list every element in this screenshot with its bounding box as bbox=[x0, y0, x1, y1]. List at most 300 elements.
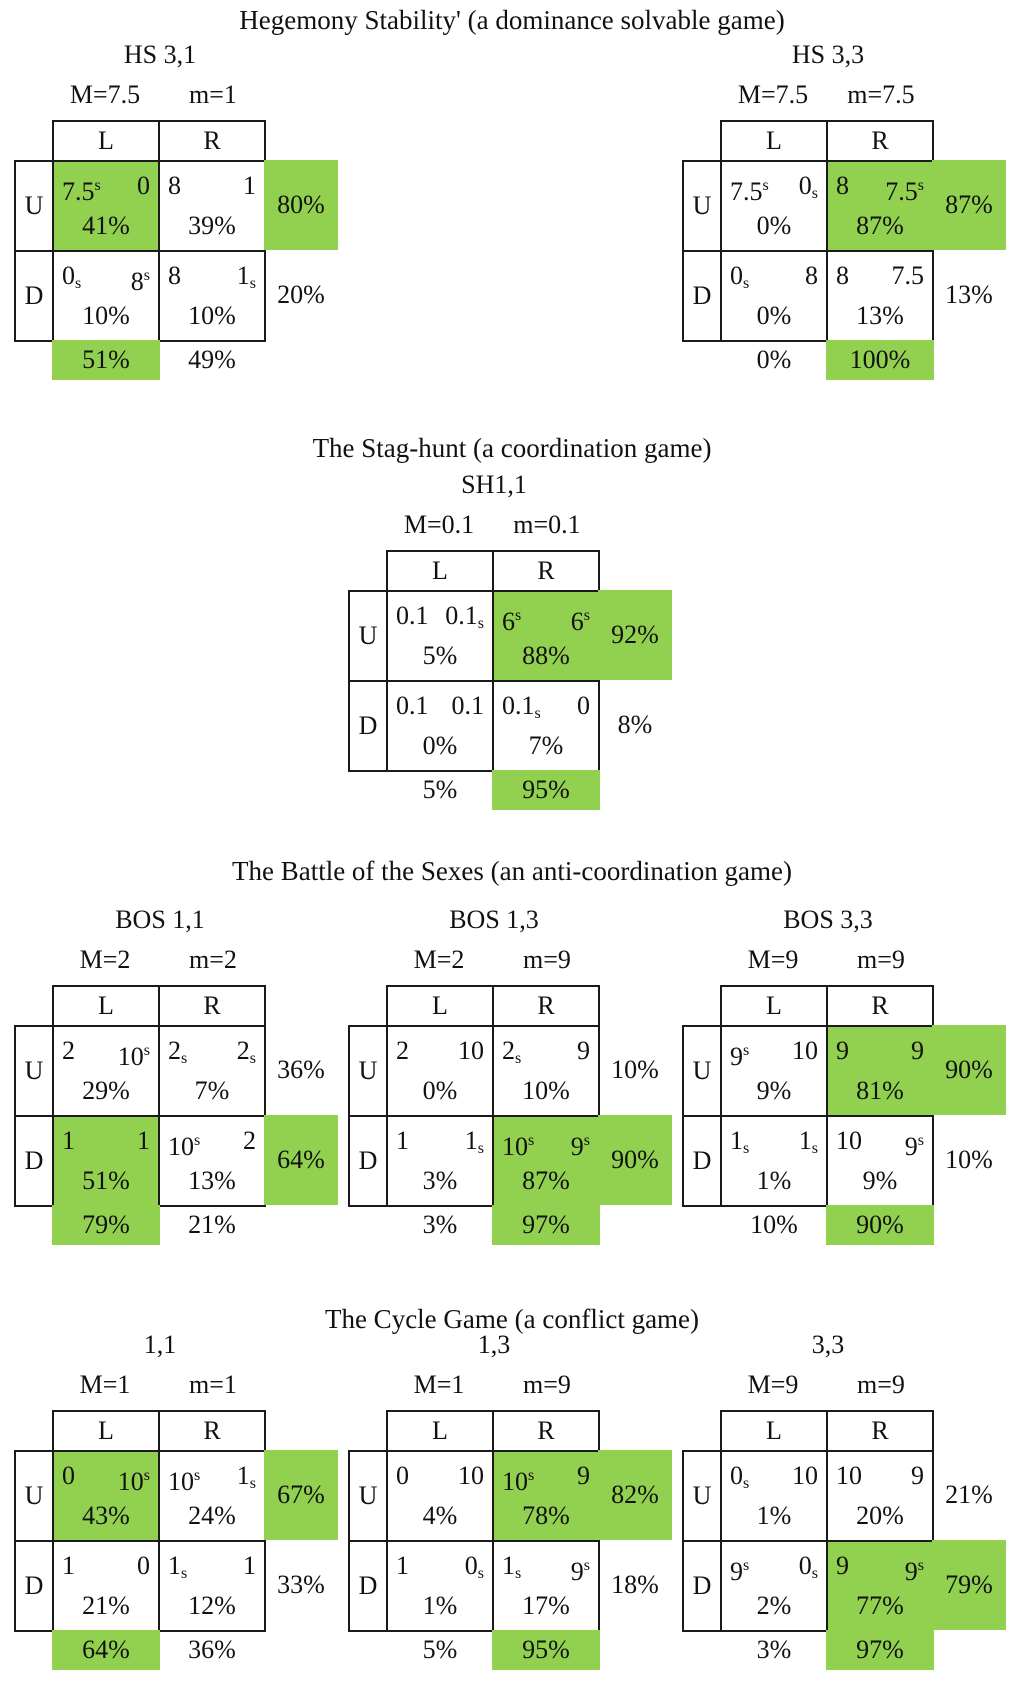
col-header-L: L bbox=[386, 985, 494, 1027]
row-payoff bbox=[730, 1552, 749, 1586]
cell-frequency: 39% bbox=[188, 211, 236, 240]
payoff-cell-UL bbox=[720, 160, 828, 252]
col-marginal-R: 95% bbox=[492, 1630, 600, 1670]
payoff-cell-UR bbox=[826, 160, 934, 252]
payoff-cell-UL bbox=[720, 1025, 828, 1117]
game-cg33 bbox=[668, 1330, 1008, 1664]
col-header-R: R bbox=[158, 1410, 266, 1452]
col-payoff bbox=[911, 1037, 924, 1065]
row-payoff bbox=[730, 1037, 749, 1071]
row-header-U: U bbox=[14, 1025, 54, 1117]
cell-frequency: 9% bbox=[756, 1076, 792, 1105]
col-payoff bbox=[452, 692, 485, 720]
col-payoff-value: 1 bbox=[236, 261, 250, 290]
payoff-cell-UR bbox=[158, 1025, 266, 1117]
row-payoff bbox=[168, 1462, 200, 1496]
row-payoff-value: 1 bbox=[62, 1551, 75, 1580]
col-marginal-L: 64% bbox=[52, 1630, 160, 1670]
col-payoff bbox=[118, 1462, 150, 1496]
payoff-cell-UL bbox=[386, 1450, 494, 1542]
col-payoff-value: 10 bbox=[458, 1461, 484, 1490]
cell-frequency: 12% bbox=[188, 1591, 236, 1620]
col-payoff-value: 9 bbox=[911, 1461, 924, 1490]
row-payoff bbox=[836, 1552, 849, 1580]
col-payoff-sub: s bbox=[477, 1565, 484, 1582]
col-marginal-L: 3% bbox=[756, 1635, 792, 1664]
col-payoff bbox=[577, 1462, 590, 1490]
col-payoff-value: 1 bbox=[798, 1126, 812, 1155]
cell-frequency: 13% bbox=[188, 1166, 236, 1195]
col-marginal-R: 97% bbox=[492, 1205, 600, 1245]
col-header-L: L bbox=[720, 120, 828, 162]
col-payoff-value: 6 bbox=[570, 607, 584, 636]
row-payoff-sup: s bbox=[94, 177, 101, 194]
row-marginal-D: 33% bbox=[277, 1570, 325, 1599]
cell-frequency: 1% bbox=[422, 1591, 458, 1620]
row-payoff bbox=[62, 1552, 75, 1580]
col-payoff-value: 9 bbox=[570, 1557, 584, 1586]
row-marginal-D: 10% bbox=[945, 1145, 993, 1174]
game-hs33 bbox=[668, 40, 1008, 374]
row-payoff-sup: s bbox=[762, 177, 769, 194]
row-header-D: D bbox=[682, 250, 722, 342]
row-payoff bbox=[836, 1127, 862, 1155]
col-payoff bbox=[885, 172, 924, 206]
m-label: m=1 bbox=[189, 1370, 237, 1399]
cell-frequency: 41% bbox=[82, 211, 130, 240]
col-payoff-value: 10 bbox=[117, 1467, 144, 1496]
col-payoff-value: 0 bbox=[464, 1551, 478, 1580]
row-payoff-value: 1 bbox=[730, 1126, 743, 1155]
cell-frequency: 9% bbox=[862, 1166, 898, 1195]
row-payoff bbox=[168, 172, 181, 200]
row-payoff bbox=[836, 1037, 849, 1065]
col-payoff bbox=[571, 602, 590, 636]
game-cg13 bbox=[334, 1330, 674, 1664]
row-payoff-value: 0.1 bbox=[502, 691, 535, 720]
row-payoff-value: 10 bbox=[168, 1467, 194, 1496]
section-title-battle-of-sexes: The Battle of the Sexes (an anti-coordination game) bbox=[231, 856, 793, 886]
row-payoff bbox=[396, 1127, 409, 1155]
row-marginal-U: 10% bbox=[611, 1055, 659, 1084]
col-header-R: R bbox=[826, 985, 934, 1027]
row-header-D: D bbox=[14, 1115, 54, 1207]
row-payoff bbox=[62, 1127, 75, 1155]
m-label: m=9 bbox=[523, 1370, 571, 1399]
col-payoff-sub: s bbox=[811, 1565, 818, 1582]
col-payoff-value: 0.1 bbox=[445, 601, 478, 630]
row-payoff bbox=[62, 1037, 75, 1065]
col-payoff bbox=[792, 1037, 818, 1065]
M-label: M=2 bbox=[413, 945, 465, 974]
M-label: M=7.5 bbox=[737, 80, 809, 109]
col-payoff-value: 9 bbox=[904, 1132, 918, 1161]
row-payoff bbox=[168, 1037, 187, 1073]
row-payoff-sub: s bbox=[743, 1140, 750, 1157]
col-payoff bbox=[799, 172, 818, 208]
row-marginal-U: 87% bbox=[932, 160, 1006, 250]
col-payoff-value: 0 bbox=[798, 171, 812, 200]
row-header-U: U bbox=[14, 1450, 54, 1542]
col-payoff-sub: s bbox=[811, 1140, 818, 1157]
payoff-cell-DL bbox=[386, 1115, 494, 1207]
row-header-D: D bbox=[14, 250, 54, 342]
row-payoff bbox=[502, 692, 541, 728]
row-marginal-U: 36% bbox=[277, 1055, 325, 1084]
col-payoff bbox=[465, 1552, 484, 1588]
col-payoff bbox=[137, 172, 150, 200]
col-marginal-L: 5% bbox=[422, 1635, 458, 1664]
col-payoff-sub: s bbox=[249, 1475, 256, 1492]
row-payoff-sup: s bbox=[528, 1467, 535, 1484]
row-marginal-U: 82% bbox=[598, 1450, 672, 1540]
row-payoff bbox=[396, 1552, 409, 1580]
col-header-L: L bbox=[720, 985, 828, 1027]
M-label: M=2 bbox=[79, 945, 131, 974]
row-header-D: D bbox=[348, 1540, 388, 1632]
row-payoff-sup: s bbox=[743, 1042, 750, 1059]
row-marginal-D: 8% bbox=[617, 710, 653, 739]
row-payoff-value: 10 bbox=[836, 1126, 862, 1155]
cell-frequency: 0% bbox=[422, 731, 458, 760]
row-header-U: U bbox=[14, 160, 54, 252]
row-payoff-sub: s bbox=[515, 1050, 522, 1067]
row-marginal-U: 80% bbox=[264, 160, 338, 250]
row-header-D: D bbox=[348, 1115, 388, 1207]
row-payoff-value: 1 bbox=[62, 1126, 75, 1155]
col-payoff bbox=[237, 262, 256, 298]
row-payoff bbox=[502, 1127, 534, 1161]
payoff-cell-DR bbox=[826, 250, 934, 342]
payoff-cell-UR bbox=[158, 1450, 266, 1542]
row-payoff-sup: s bbox=[743, 1557, 750, 1574]
payoff-cell-DR bbox=[492, 680, 600, 772]
row-payoff bbox=[168, 1552, 187, 1588]
col-payoff bbox=[131, 262, 150, 296]
cell-frequency: 0% bbox=[422, 1076, 458, 1105]
col-header-L: L bbox=[52, 985, 160, 1027]
cell-frequency: 43% bbox=[82, 1501, 130, 1530]
col-payoff bbox=[805, 262, 818, 290]
col-payoff-value: 1 bbox=[464, 1126, 478, 1155]
row-payoff bbox=[730, 1462, 749, 1498]
col-payoff-value: 9 bbox=[570, 1132, 584, 1161]
row-payoff bbox=[396, 692, 429, 720]
col-payoff-value: 2 bbox=[243, 1126, 256, 1155]
row-payoff-value: 1 bbox=[168, 1551, 181, 1580]
col-payoff bbox=[792, 1462, 818, 1490]
cell-frequency: 1% bbox=[756, 1501, 792, 1530]
col-payoff-sup: s bbox=[143, 1042, 150, 1059]
row-header-D: D bbox=[682, 1115, 722, 1207]
payoff-matrix bbox=[14, 120, 356, 392]
col-payoff-value: 8 bbox=[805, 261, 818, 290]
payoff-cell-UR bbox=[158, 160, 266, 252]
col-payoff bbox=[237, 1037, 256, 1073]
col-payoff-sub: s bbox=[477, 615, 484, 632]
row-payoff-sup: s bbox=[515, 607, 522, 624]
col-payoff-value: 0 bbox=[798, 1551, 812, 1580]
row-payoff bbox=[502, 1552, 521, 1588]
payoff-cell-UL bbox=[52, 1450, 160, 1542]
row-payoff-sub: s bbox=[515, 1565, 522, 1582]
col-header-R: R bbox=[492, 1410, 600, 1452]
row-payoff-value: 9 bbox=[836, 1036, 849, 1065]
row-payoff bbox=[836, 172, 849, 200]
payoff-matrix bbox=[348, 550, 690, 822]
row-payoff bbox=[62, 262, 81, 298]
col-header-R: R bbox=[492, 985, 600, 1027]
cell-frequency: 7% bbox=[194, 1076, 230, 1105]
col-header-R: R bbox=[826, 120, 934, 162]
payoff-cell-DL bbox=[720, 1115, 828, 1207]
cell-frequency: 2% bbox=[756, 1591, 792, 1620]
cell-frequency: 10% bbox=[82, 301, 130, 330]
col-marginal-R: 90% bbox=[826, 1205, 934, 1245]
payoff-cell-UR bbox=[492, 1450, 600, 1542]
row-payoff bbox=[730, 172, 769, 206]
section-title-stag-hunt: The Stag-hunt (a coordination game) bbox=[312, 433, 712, 463]
row-header-U: U bbox=[682, 1450, 722, 1542]
col-payoff-sup: s bbox=[917, 1557, 924, 1574]
col-payoff-value: 0.1 bbox=[451, 691, 484, 720]
row-payoff-value: 0 bbox=[396, 1461, 409, 1490]
col-payoff-value: 0 bbox=[137, 1551, 150, 1580]
payoff-matrix bbox=[348, 985, 690, 1257]
col-payoff-value: 9 bbox=[577, 1036, 590, 1065]
col-payoff bbox=[137, 1552, 150, 1580]
col-payoff bbox=[237, 1462, 256, 1498]
row-payoff bbox=[836, 1462, 862, 1490]
payoff-matrix bbox=[14, 1410, 356, 1682]
M-label: M=9 bbox=[747, 1370, 799, 1399]
game-title: BOS 1,3 bbox=[449, 905, 539, 934]
col-payoff bbox=[458, 1037, 484, 1065]
cell-frequency: 77% bbox=[856, 1591, 904, 1620]
col-marginal-L: 5% bbox=[422, 775, 458, 804]
row-header-U: U bbox=[348, 1450, 388, 1542]
col-payoff bbox=[445, 602, 484, 638]
payoff-cell-DR bbox=[826, 1540, 934, 1632]
game-bos13 bbox=[334, 905, 674, 1239]
col-payoff-sub: s bbox=[249, 1050, 256, 1067]
col-payoff-value: 9 bbox=[911, 1036, 924, 1065]
row-payoff-value: 0 bbox=[730, 261, 743, 290]
col-payoff bbox=[905, 1552, 924, 1586]
col-payoff-value: 0 bbox=[577, 691, 590, 720]
col-payoff-sub: s bbox=[249, 275, 256, 292]
col-payoff-sup: s bbox=[143, 267, 150, 284]
row-payoff-value: 10 bbox=[502, 1467, 528, 1496]
payoff-matrix bbox=[682, 985, 1024, 1257]
row-payoff-value: 1 bbox=[502, 1551, 515, 1580]
row-payoff-value: 7.5 bbox=[730, 177, 763, 206]
row-marginal-U: 92% bbox=[598, 590, 672, 680]
M-label: M=7.5 bbox=[69, 80, 141, 109]
row-payoff-value: 10 bbox=[502, 1132, 528, 1161]
col-payoff-value: 2 bbox=[236, 1036, 250, 1065]
cell-frequency: 1% bbox=[756, 1166, 792, 1195]
m-label: m=7.5 bbox=[847, 80, 915, 109]
row-payoff-value: 0 bbox=[730, 1461, 743, 1490]
cell-frequency: 0% bbox=[756, 301, 792, 330]
row-payoff bbox=[168, 1127, 200, 1161]
col-payoff bbox=[577, 1037, 590, 1065]
col-payoff-value: 1 bbox=[137, 1126, 150, 1155]
payoff-cell-DR bbox=[826, 1115, 934, 1207]
col-payoff bbox=[571, 1127, 590, 1161]
col-marginal-L: 51% bbox=[52, 340, 160, 380]
payoff-matrix bbox=[682, 120, 1024, 392]
row-payoff bbox=[502, 1462, 534, 1496]
col-marginal-L: 0% bbox=[756, 345, 792, 374]
game-title: HS 3,3 bbox=[791, 40, 865, 69]
col-header-R: R bbox=[826, 1410, 934, 1452]
cell-frequency: 87% bbox=[522, 1166, 570, 1195]
cell-frequency: 17% bbox=[522, 1591, 570, 1620]
col-payoff-value: 10 bbox=[792, 1461, 818, 1490]
row-payoff bbox=[396, 602, 429, 630]
row-payoff-sub: s bbox=[181, 1050, 188, 1067]
payoff-cell-UL bbox=[386, 590, 494, 682]
row-payoff-value: 8 bbox=[836, 171, 849, 200]
row-payoff bbox=[836, 262, 849, 290]
row-payoff-sub: s bbox=[534, 705, 541, 722]
game-cg11 bbox=[0, 1330, 340, 1664]
game-hs31 bbox=[0, 40, 340, 374]
row-marginal-D: 13% bbox=[945, 280, 993, 309]
game-title: HS 3,1 bbox=[123, 40, 197, 69]
cell-frequency: 20% bbox=[856, 1501, 904, 1530]
payoff-cell-DL bbox=[386, 680, 494, 772]
col-payoff bbox=[243, 1552, 256, 1580]
col-payoff bbox=[458, 1462, 484, 1490]
payoff-cell-UR bbox=[826, 1025, 934, 1117]
col-payoff-value: 7.5 bbox=[891, 261, 924, 290]
col-header-L: L bbox=[720, 1410, 828, 1452]
payoff-cell-DL bbox=[52, 1540, 160, 1632]
col-marginal-L: 3% bbox=[422, 1210, 458, 1239]
M-label: M=1 bbox=[79, 1370, 131, 1399]
payoff-cell-UL bbox=[386, 1025, 494, 1117]
section-title-cycle-game: The Cycle Game (a conflict game) bbox=[324, 1304, 700, 1334]
payoff-cell-DL bbox=[720, 1540, 828, 1632]
col-marginal-R: 36% bbox=[188, 1635, 236, 1664]
col-payoff-sub: s bbox=[477, 1140, 484, 1157]
col-payoff-sup: s bbox=[583, 1132, 590, 1149]
m-label: m=9 bbox=[857, 1370, 905, 1399]
col-payoff bbox=[243, 172, 256, 200]
row-payoff-sub: s bbox=[743, 275, 750, 292]
row-payoff-value: 8 bbox=[168, 261, 181, 290]
row-marginal-D: 20% bbox=[277, 280, 325, 309]
col-marginal-L: 79% bbox=[52, 1205, 160, 1245]
payoff-cell-UR bbox=[492, 1025, 600, 1117]
cell-frequency: 7% bbox=[528, 731, 564, 760]
row-payoff bbox=[168, 262, 181, 290]
game-sh11 bbox=[334, 470, 674, 804]
cell-frequency: 88% bbox=[522, 641, 570, 670]
row-payoff-value: 8 bbox=[168, 171, 181, 200]
row-payoff-value: 7.5 bbox=[62, 177, 95, 206]
payoff-cell-UL bbox=[52, 1025, 160, 1117]
payoff-cell-DL bbox=[52, 1115, 160, 1207]
row-payoff-sup: s bbox=[528, 1132, 535, 1149]
cell-frequency: 0% bbox=[756, 211, 792, 240]
col-payoff bbox=[465, 1127, 484, 1163]
payoff-cell-DR bbox=[492, 1540, 600, 1632]
col-payoff bbox=[799, 1127, 818, 1163]
col-payoff-value: 9 bbox=[904, 1557, 918, 1586]
col-payoff-value: 1 bbox=[236, 1461, 250, 1490]
cell-frequency: 78% bbox=[522, 1501, 570, 1530]
cell-frequency: 21% bbox=[82, 1591, 130, 1620]
cell-frequency: 51% bbox=[82, 1166, 130, 1195]
game-title: BOS 3,3 bbox=[783, 905, 873, 934]
row-payoff-value: 9 bbox=[730, 1557, 743, 1586]
col-payoff-value: 8 bbox=[130, 267, 144, 296]
payoff-cell-DR bbox=[492, 1115, 600, 1207]
row-payoff bbox=[62, 1462, 75, 1490]
payoff-cell-DL bbox=[52, 250, 160, 342]
col-payoff-value: 10 bbox=[458, 1036, 484, 1065]
col-payoff bbox=[892, 262, 925, 290]
row-payoff bbox=[502, 1037, 521, 1073]
col-marginal-R: 95% bbox=[492, 770, 600, 810]
col-payoff bbox=[243, 1127, 256, 1155]
cell-frequency: 10% bbox=[522, 1076, 570, 1105]
m-label: m=9 bbox=[857, 945, 905, 974]
game-title: 1,3 bbox=[477, 1330, 511, 1359]
row-payoff-value: 10 bbox=[836, 1461, 862, 1490]
row-header-U: U bbox=[682, 160, 722, 252]
row-payoff-value: 0.1 bbox=[396, 601, 429, 630]
row-header-U: U bbox=[682, 1025, 722, 1117]
m-label: m=1 bbox=[189, 80, 237, 109]
col-payoff bbox=[577, 692, 590, 720]
col-payoff-sub: s bbox=[811, 185, 818, 202]
payoff-cell-DR bbox=[158, 1115, 266, 1207]
col-payoff-value: 7.5 bbox=[885, 177, 918, 206]
row-payoff-sup: s bbox=[194, 1467, 201, 1484]
row-payoff-value: 9 bbox=[730, 1042, 743, 1071]
col-payoff-sup: s bbox=[917, 1132, 924, 1149]
row-marginal-U: 67% bbox=[264, 1450, 338, 1540]
col-payoff bbox=[911, 1462, 924, 1490]
col-payoff-value: 0 bbox=[137, 171, 150, 200]
col-header-R: R bbox=[158, 120, 266, 162]
payoff-cell-UL bbox=[720, 1450, 828, 1542]
col-payoff-value: 1 bbox=[243, 1551, 256, 1580]
M-label: M=0.1 bbox=[403, 510, 475, 539]
col-header-L: L bbox=[386, 1410, 494, 1452]
row-payoff-value: 2 bbox=[168, 1036, 181, 1065]
m-label: m=0.1 bbox=[513, 510, 581, 539]
M-label: M=9 bbox=[747, 945, 799, 974]
col-payoff bbox=[118, 1037, 150, 1071]
row-payoff-value: 6 bbox=[502, 607, 515, 636]
cell-frequency: 5% bbox=[422, 641, 458, 670]
col-payoff-value: 1 bbox=[243, 171, 256, 200]
game-bos33 bbox=[668, 905, 1008, 1239]
col-header-R: R bbox=[492, 550, 600, 592]
cell-frequency: 81% bbox=[856, 1076, 904, 1105]
col-payoff bbox=[137, 1127, 150, 1155]
row-payoff-value: 2 bbox=[502, 1036, 515, 1065]
row-payoff-value: 10 bbox=[168, 1132, 194, 1161]
col-payoff bbox=[905, 1127, 924, 1161]
payoff-cell-DR bbox=[158, 1540, 266, 1632]
